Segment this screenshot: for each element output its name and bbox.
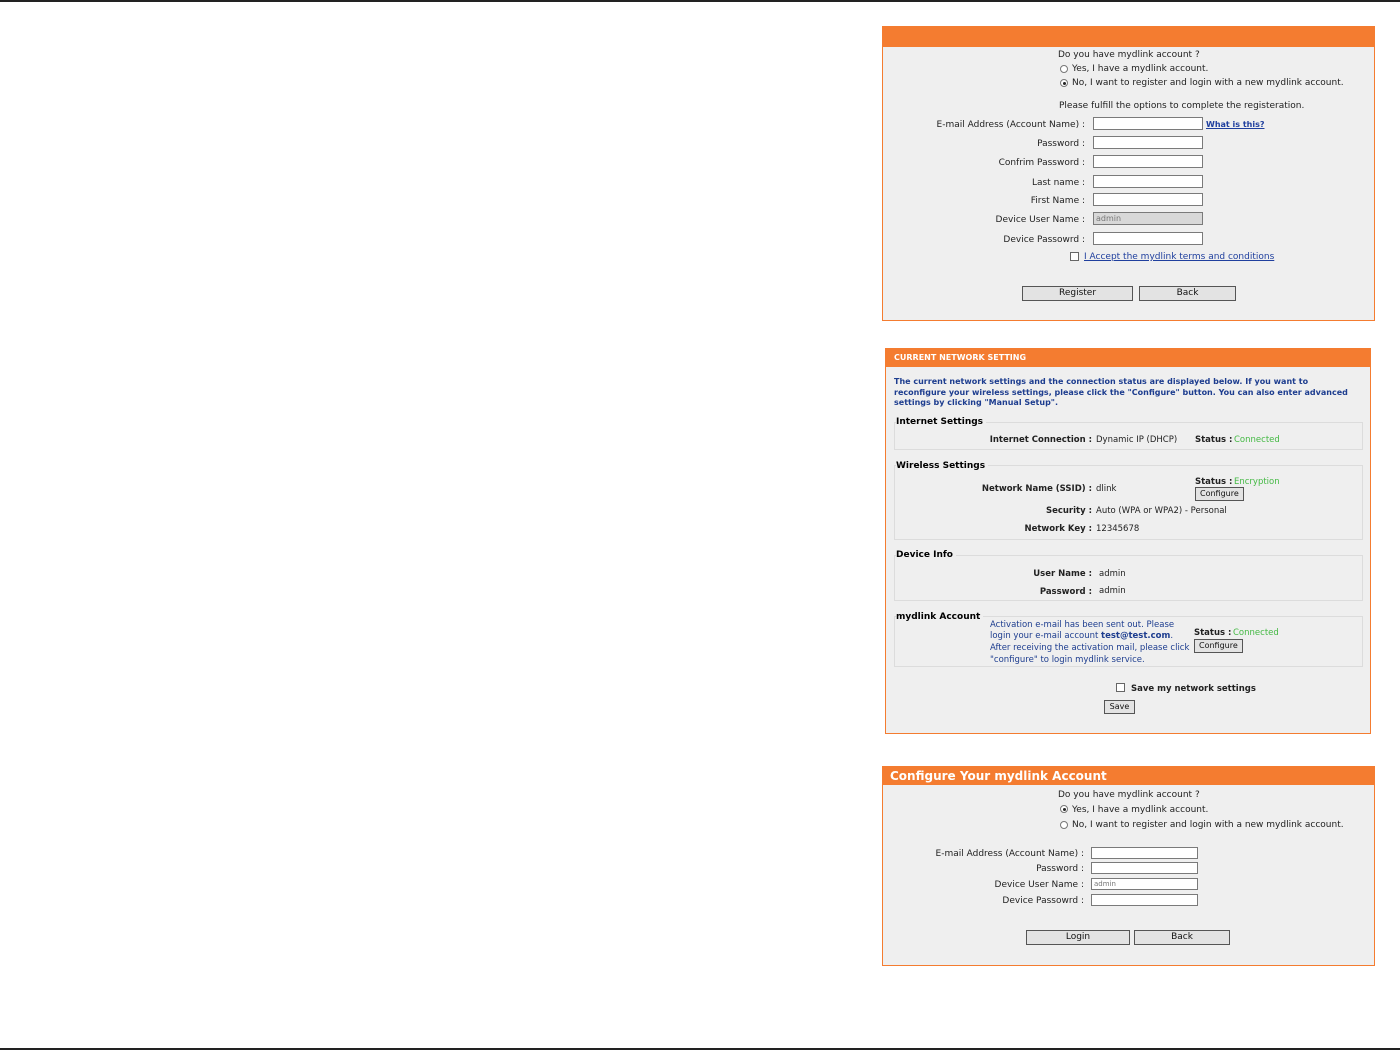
what-is-this-link[interactable]: What is this? <box>1206 120 1265 129</box>
login-device-user-field[interactable]: admin <box>1091 878 1198 890</box>
internet-settings-title: Internet Settings <box>896 417 986 427</box>
terms-link[interactable]: I Accept the mydlink terms and conditions <box>1084 252 1275 262</box>
wireless-settings-title: Wireless Settings <box>896 461 988 471</box>
account-question: Do you have mydlink account ? <box>1058 50 1200 60</box>
ssid-value: dlink <box>1096 484 1117 494</box>
login-panel <box>882 766 1375 966</box>
security-value: Auto (WPA or WPA2) - Personal <box>1096 506 1227 516</box>
login-back-button[interactable]: Back <box>1134 930 1230 945</box>
login-device-user-label: Device User Name : <box>994 880 1084 890</box>
register-back-button[interactable]: Back <box>1139 286 1236 301</box>
email-field[interactable] <box>1093 117 1203 130</box>
network-setting-header <box>886 349 1370 367</box>
login-device-password-label: Device Passowrd : <box>1002 896 1084 906</box>
ssid-label: Network Name (SSID) : <box>981 484 1092 494</box>
device-user-label: Device User Name : <box>995 215 1085 225</box>
login-email-label: E-mail Address (Account Name) : <box>935 849 1084 859</box>
login-radio-new-account[interactable] <box>1060 821 1068 829</box>
password-label: Password : <box>1037 139 1085 149</box>
register-button[interactable]: Register <box>1022 286 1133 301</box>
mydlink-msg-email: test@test.com <box>1101 631 1171 641</box>
mydlink-msg-line4: "configure" to login mydlink service. <box>990 655 1145 665</box>
login-panel-title: Configure Your mydlink Account <box>890 769 1107 783</box>
internet-status-value: Connected <box>1234 435 1280 445</box>
mydlink-status-label: Status : <box>1194 628 1232 638</box>
device-password-label: Device Passowrd : <box>1003 235 1085 245</box>
login-radio-has-account-label: Yes, I have a mydlink account. <box>1072 805 1209 815</box>
save-network-settings-label: Save my network settings <box>1131 684 1256 694</box>
register-panel <box>882 26 1375 321</box>
radio-new-account-label: No, I want to register and login with a new mydlink account. <box>1072 78 1344 88</box>
mydlink-configure-button[interactable]: Configure <box>1194 639 1243 653</box>
internet-connection-value: Dynamic IP (DHCP) <box>1096 435 1178 445</box>
mydlink-msg-line1: Activation e-mail has been sent out. Please <box>990 620 1175 630</box>
last-name-field[interactable] <box>1093 175 1203 188</box>
network-key-value: 12345678 <box>1096 524 1140 534</box>
save-button[interactable]: Save <box>1104 700 1135 714</box>
device-user-field[interactable]: admin <box>1093 212 1203 225</box>
internet-status-label: Status : <box>1195 435 1233 445</box>
login-account-question: Do you have mydlink account ? <box>1058 790 1200 800</box>
login-email-field[interactable] <box>1091 847 1198 859</box>
mydlink-msg-line2-pre: login your e-mail account <box>990 631 1101 641</box>
mydlink-status-value: Connected <box>1233 628 1279 638</box>
radio-new-account[interactable] <box>1060 79 1068 87</box>
password-field[interactable] <box>1093 136 1203 149</box>
bottom-rule <box>0 1048 1400 1050</box>
radio-has-account[interactable] <box>1060 65 1068 73</box>
device-info-password-label: Password : <box>1039 587 1092 597</box>
email-label: E-mail Address (Account Name) : <box>936 120 1085 130</box>
network-setting-title: CURRENT NETWORK SETTING <box>894 353 1027 362</box>
device-password-field[interactable] <box>1093 232 1203 245</box>
mydlink-account-title: mydlink Account <box>896 612 983 622</box>
security-label: Security : <box>1045 506 1092 516</box>
login-radio-has-account[interactable] <box>1060 805 1068 813</box>
save-network-settings-checkbox[interactable] <box>1116 683 1125 692</box>
first-name-field[interactable] <box>1093 193 1203 206</box>
network-setting-panel <box>885 348 1371 734</box>
login-panel-header <box>883 767 1374 785</box>
network-intro-line2: reconfigure your wireless settings, please click the "Configure" button. You can also enter advanced <box>894 388 1348 397</box>
login-button[interactable]: Login <box>1026 930 1130 945</box>
register-panel-header <box>883 27 1374 47</box>
last-name-label: Last name : <box>1031 178 1085 188</box>
device-info-password-value: admin <box>1099 586 1126 596</box>
login-password-field[interactable] <box>1091 862 1198 874</box>
first-name-label: First Name : <box>1030 196 1085 206</box>
register-instruction: Please fulfill the options to complete the registeration. <box>1059 101 1305 111</box>
network-key-label: Network Key : <box>1024 524 1092 534</box>
mydlink-msg-line3: After receiving the activation mail, please click <box>990 643 1190 653</box>
terms-checkbox[interactable] <box>1070 252 1079 261</box>
mydlink-msg-line2-post: . <box>1170 631 1174 641</box>
login-radio-new-account-label: No, I want to register and login with a new mydlink account. <box>1072 820 1344 830</box>
mydlink-msg-line2 <box>990 631 1173 641</box>
login-password-label: Password : <box>1036 864 1084 874</box>
device-info-title: Device Info <box>896 550 956 560</box>
device-info-group <box>894 555 1363 601</box>
top-rule <box>0 0 1400 2</box>
wireless-status-value: Encryption <box>1234 477 1280 487</box>
wireless-status-label: Status : <box>1195 477 1233 487</box>
internet-connection-label: Internet Connection : <box>989 435 1092 445</box>
wireless-configure-button[interactable]: Configure <box>1195 487 1244 501</box>
confirm-password-field[interactable] <box>1093 155 1203 168</box>
radio-has-account-label: Yes, I have a mydlink account. <box>1072 64 1209 74</box>
device-user-name-label: User Name : <box>1033 569 1092 579</box>
network-intro-line1: The current network settings and the connection status are displayed below. If you want to <box>894 377 1309 386</box>
device-user-name-value: admin <box>1099 569 1126 579</box>
login-device-password-field[interactable] <box>1091 894 1198 906</box>
network-intro-line3: settings by clicking "Manual Setup". <box>894 398 1058 407</box>
confirm-password-label: Confrim Password : <box>998 158 1085 168</box>
